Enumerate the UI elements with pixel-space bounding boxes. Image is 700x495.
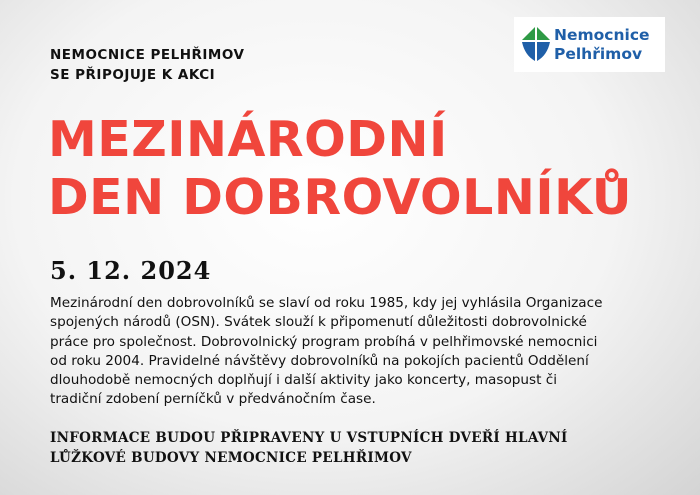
event-date: 5. 12. 2024	[50, 256, 212, 285]
organizer-kicker	[50, 45, 244, 85]
kicker-line-1: NEMOCNICE PELHŘIMOV	[50, 47, 245, 63]
description-line: spojených národů (OSN). Svátek slouží k připomenutí důležitosti dobrovolnické	[50, 314, 587, 331]
logo-text-line-1: Nemocnice	[554, 26, 650, 44]
hospital-logo	[514, 17, 665, 72]
headline-line-1: MEZINÁRODNÍ	[48, 111, 448, 168]
description-line: od roku 2004. Pravidelné návštěvy dobrovolníků na pokojích pacientů Oddělení	[50, 352, 589, 369]
logo-text-line-2: Pelhřimov	[554, 45, 643, 63]
description-line: dlouhodobě nemocných doplňují i další aktivity jako koncerty, masopust či	[50, 372, 558, 389]
info-location-note	[50, 428, 568, 468]
logo-mark-icon	[522, 27, 550, 61]
kicker-line-2: SE PŘIPOJUJE K AKCI	[50, 67, 216, 83]
description-line: práce pro společnost. Dobrovolnický program probíhá v pelhřimovské nemocnici	[50, 333, 598, 350]
footer-line-2: LŮŽKOVÉ BUDOVY NEMOCNICE PELHŘIMOV	[50, 450, 412, 466]
description-line: tradiční zdobení perníčků v předvánočním čase.	[50, 391, 376, 408]
headline-line-2: DEN DOBROVOLNÍKŮ	[48, 169, 633, 226]
footer-line-1: INFORMACE BUDOU PŘIPRAVENY U VSTUPNÍCH DVEŘÍ HLAVNÍ	[50, 430, 568, 446]
event-description	[50, 294, 660, 410]
description-line: Mezinárodní den dobrovolníků se slaví od roku 1985, kdy jej vyhlásila Organizace	[50, 295, 603, 311]
event-headline	[48, 111, 632, 227]
